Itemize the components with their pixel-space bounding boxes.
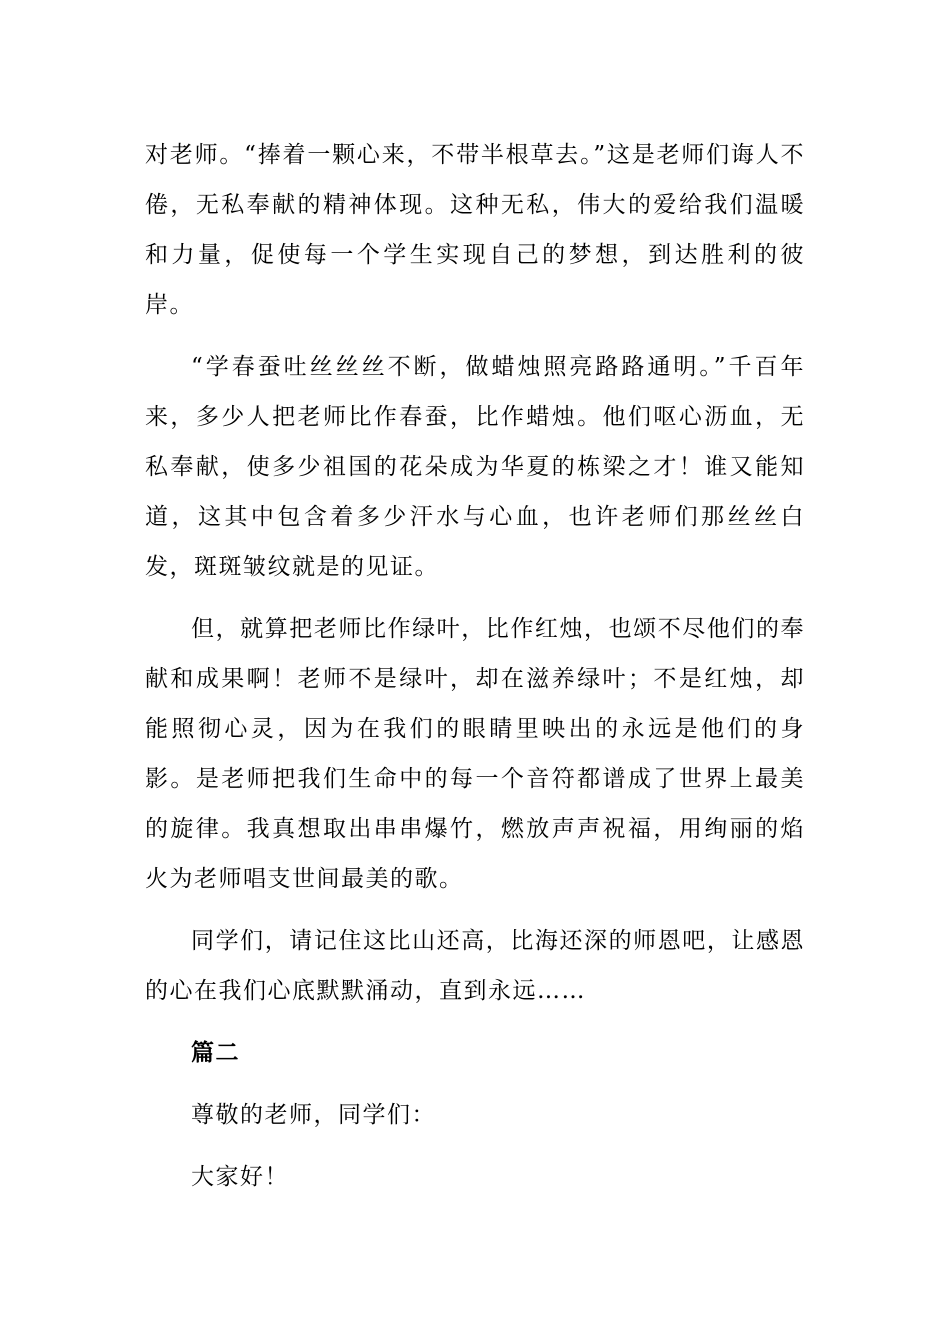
greeting: 大家好！ [191, 1164, 289, 1190]
salutation: 尊敬的老师，同学们： [191, 1102, 436, 1128]
document-page [145, 130, 805, 1214]
section-heading: 篇二 [191, 1039, 240, 1066]
paragraph-2: “学春蚕吐丝丝丝不断，做蜡烛照亮路路通明。”千百年来，多少人把老师比作春蚕，比作蜡烛。他们呕心沥血，无私奉献，使多少祖国的花朵成为华夏的栋梁之才！谁又能知道，这其中包含着多少汗水与心血，也许老师们那丝丝白发，斑斑皱纹就是的见证。 [145, 354, 805, 580]
paragraph-1: 对老师。“捧着一颗心来，不带半根草去。”这是老师们诲人不倦，无私奉献的精神体现。这种无私，伟大的爱给我们温暖和力量，促使每一个学生实现自己的梦想，到达胜利的彼岸。 [145, 142, 805, 318]
paragraph-4: 同学们，请记住这比山还高，比海还深的师恩吧，让感恩的心在我们心底默默涌动，直到永远…… [145, 928, 805, 1004]
paragraph-3: 但，就算把老师比作绿叶，比作红烛，也颂不尽他们的奉献和成果啊！老师不是绿叶，却在滋养绿叶；不是红烛，却能照彻心灵，因为在我们的眼睛里映出的永远是他们的身影。是老师把我们生命中的每一个音符都谱成了世界上最美的旋律。我真想取出串串爆竹，燃放声声祝福，用绚丽的焰火为老师唱支世间最美的歌。 [145, 616, 805, 892]
